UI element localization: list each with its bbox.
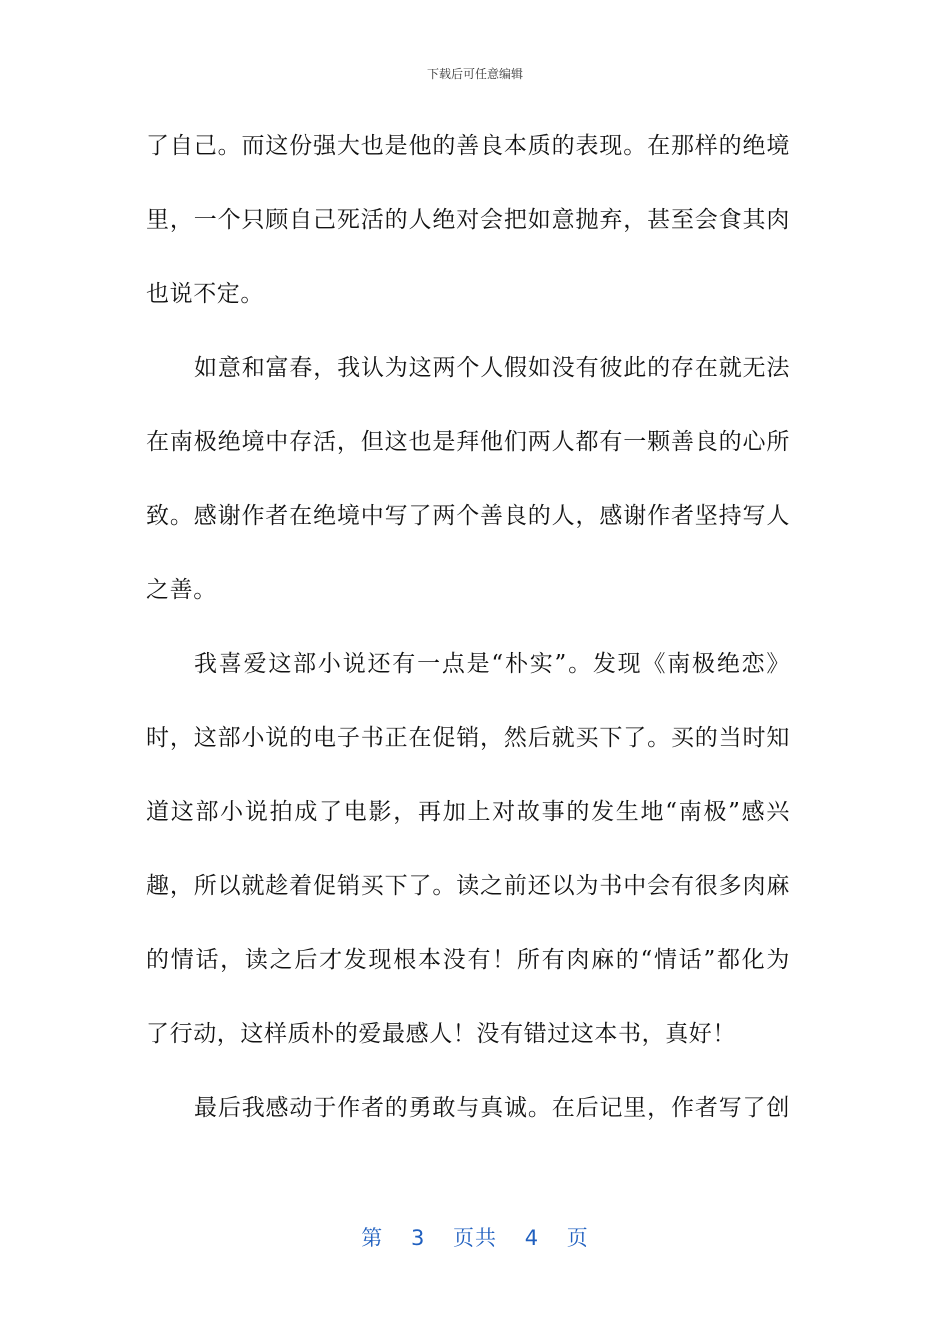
text-line: 时，这部小说的电子书正在促销，然后就买下了。买的当时知: [146, 725, 790, 751]
page-header: [0, 66, 950, 82]
text-line: 的情话，读之后才发现根本没有！所有肉麻的“情话”都化为: [146, 947, 790, 973]
text-line: 道这部小说拍成了电影，再加上对故事的发生地“南极”感兴: [146, 799, 790, 825]
text-line: 里，一个只顾自己死活的人绝对会把如意抛弃，甚至会食其肉: [146, 207, 790, 233]
text-line: 了行动，这样质朴的爱最感人！没有错过这本书，真好！: [146, 1021, 736, 1047]
page-footer: [0, 1224, 950, 1252]
document-body: [146, 120, 790, 1156]
text-line: 在南极绝境中存活，但这也是拜他们两人都有一颗善良的心所: [146, 429, 790, 455]
paragraph-4: [146, 1082, 790, 1156]
paragraph-2: [146, 342, 790, 638]
text-line: 趣，所以就趁着促销买下了。读之前还以为书中会有很多肉麻: [146, 873, 790, 899]
paragraph-1: [146, 120, 790, 342]
footer-middle: 页共: [453, 1226, 497, 1250]
footer-suffix: 页: [566, 1226, 589, 1250]
total-pages-number: 4: [524, 1226, 540, 1250]
text-line: 了自己。而这份强大也是他的善良本质的表现。在那样的绝境: [146, 133, 790, 159]
footer-prefix: 第: [361, 1226, 384, 1250]
paragraph-3: [146, 638, 790, 1082]
text-line: 也说不定。: [146, 281, 264, 307]
text-line: 我喜爱这部小说还有一点是“朴实”。发现《南极绝恋》: [194, 651, 790, 677]
text-line: 之善。: [146, 577, 217, 603]
text-line: 最后我感动于作者的勇敢与真诚。在后记里，作者写了创: [194, 1095, 790, 1121]
current-page-number: 3: [410, 1226, 426, 1250]
text-line: 致。感谢作者在绝境中写了两个善良的人，感谢作者坚持写人: [146, 503, 790, 529]
text-line: 如意和富春，我认为这两个人假如没有彼此的存在就无法: [194, 355, 790, 381]
header-text: 下载后可任意编辑: [426, 67, 523, 81]
